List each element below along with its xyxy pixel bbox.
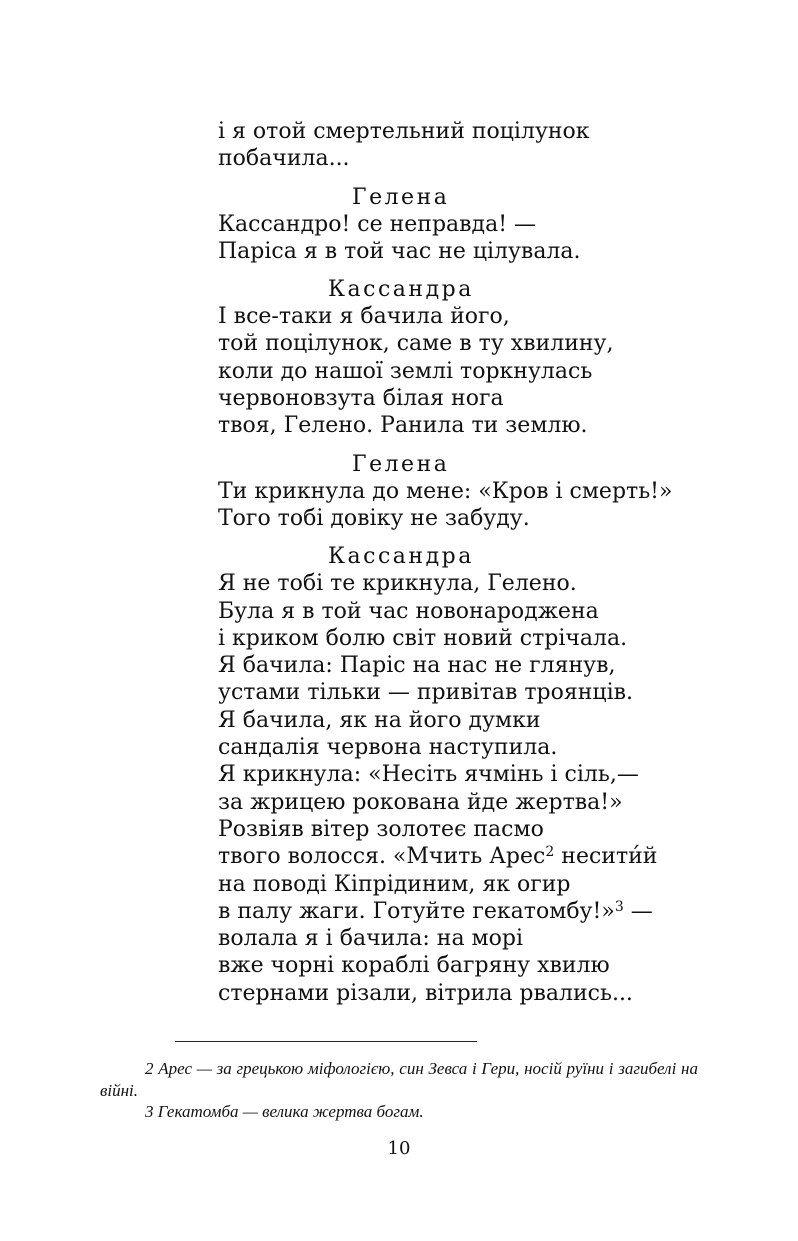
- verse-line-text: твого волосся. «Мчить Арес: [218, 844, 546, 870]
- verse-line: Я бачила: Паріс на нас не глянув,: [218, 653, 616, 679]
- verse-block: [218, 276, 738, 439]
- speaker-name: Кассандра: [328, 277, 474, 303]
- footnote: 2 Арес — за грецькою міфологією, син Зевса і Гери, носій руїни і загибелі на війні.: [100, 1059, 698, 1100]
- verse-line: сандалія червона наступила.: [218, 735, 558, 761]
- verse-line-tail: несити́й: [554, 844, 658, 870]
- verse-block: [218, 451, 738, 533]
- footnotes: [100, 1058, 698, 1123]
- verse-line: Була я в той час новонароджена: [218, 598, 599, 624]
- verse-line: волала я і бачила: на морі: [218, 926, 524, 952]
- verse-text: [218, 118, 738, 1018]
- verse-line: той поцілунок, саме в ту хвилину,: [218, 331, 614, 357]
- verse-line: Паріса я в той час не цілувала.: [218, 238, 581, 264]
- verse-line: на поводі Кіпрідиним, як огир: [218, 871, 571, 897]
- verse-block: [218, 543, 738, 1007]
- speaker-name: Кассандра: [328, 544, 474, 570]
- verse-line: устами тільки — привітав троянців.: [218, 680, 633, 706]
- verse-line: побачила...: [218, 146, 350, 172]
- verse-line: і я отой смертельний поцілунок: [218, 119, 590, 144]
- verse-line: Я крикнула: «Несіть ячмінь і сіль,—: [218, 762, 639, 788]
- verse-line: І все-таки я бачила його,: [218, 304, 510, 330]
- verse-line: Кассандро! се неправда! —: [218, 211, 537, 237]
- verse-line: і криком болю світ новий стрічала.: [218, 625, 628, 651]
- verse-block: [218, 118, 738, 173]
- verse-line: Того тобі довіку не забуду.: [218, 505, 530, 531]
- verse-line: червоновзута білая нога: [218, 386, 504, 412]
- verse-line-tail: —: [623, 898, 653, 924]
- verse-line: Я не тобі те крикнула, Гелено.: [218, 571, 577, 597]
- page-number: 10: [387, 1138, 411, 1159]
- footnote: 3 Гекатомба — велика жертва богам.: [145, 1102, 424, 1121]
- verse-line: вже чорні кораблі багряну хвилю: [218, 953, 610, 979]
- speaker-name: Гелена: [352, 184, 450, 210]
- verse-line: за жрицею рокована йде жертва!»: [218, 789, 623, 815]
- speaker-name: Гелена: [352, 451, 450, 477]
- footnote-ref[interactable]: 3: [614, 898, 624, 915]
- verse-line: Я бачила, як на його думки: [218, 707, 541, 733]
- verse-line: стернами різали, вітрила рвались...: [218, 980, 633, 1006]
- verse-line: твоя, Гелено. Ранила ти землю.: [218, 413, 588, 439]
- verse-line-text: в палу жаги. Готуйте гекатомбу!»: [218, 898, 615, 924]
- footnote-divider: [175, 1041, 477, 1042]
- verse-block: [218, 184, 738, 266]
- verse-line: Розвіяв вітер золотеє пасмо: [218, 816, 544, 842]
- verse-line: [218, 898, 738, 925]
- verse-line: [218, 843, 738, 870]
- verse-line: Ти крикнула до мене: «Кров і смерть!»: [218, 478, 673, 504]
- verse-line: коли до нашої землі торкнулась: [218, 358, 593, 384]
- footnote-ref[interactable]: 2: [545, 844, 555, 861]
